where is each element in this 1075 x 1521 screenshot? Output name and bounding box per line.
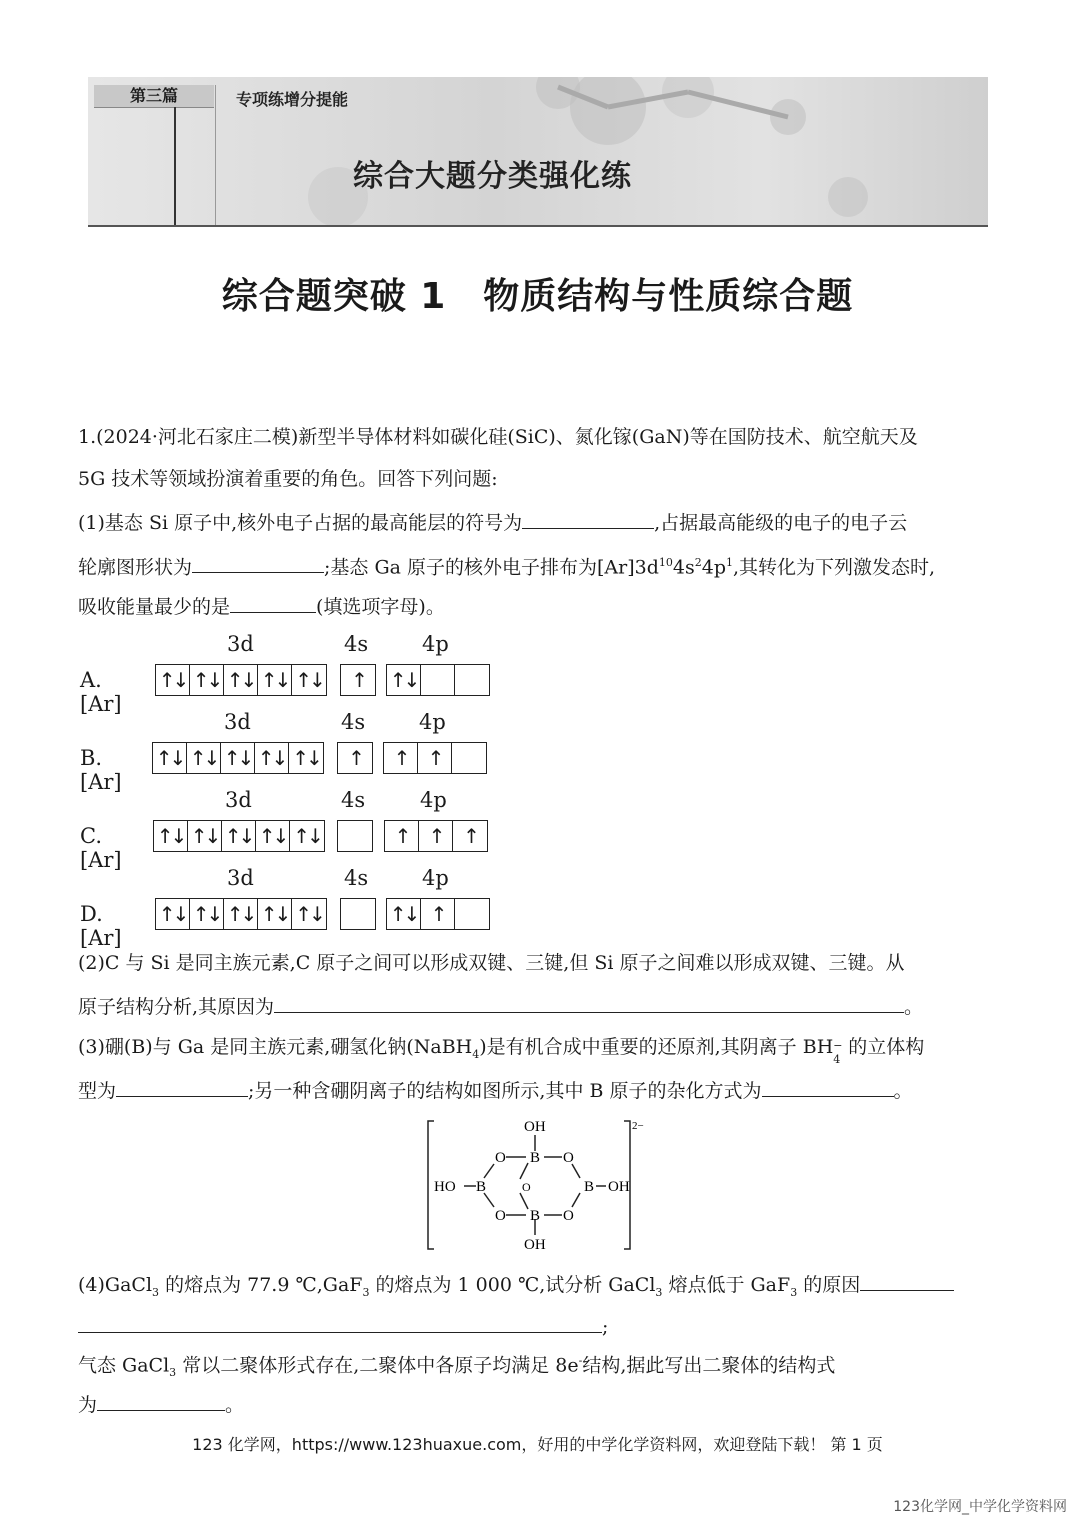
orbital-cell: ↑↓ — [387, 899, 421, 929]
oh-label: OH — [524, 1237, 546, 1253]
text: 气态 GaCl — [78, 1354, 170, 1377]
orbital-cell: ↑ — [421, 899, 455, 929]
orbital-cell: ↑↓ — [258, 899, 292, 929]
sub: 4 — [833, 1053, 841, 1066]
orbital-cell: ↑↓ — [295, 902, 323, 926]
orbital-cell: ↑↓ — [190, 899, 224, 929]
sub: 3 — [169, 1366, 177, 1380]
page-footer: 123 化学网，https://www.123huaxue.com，好用的中学化学资料网，欢迎登陆下载！ 第 1 页 — [192, 1435, 883, 1454]
orbital-box-3d — [152, 742, 324, 774]
q1-part1-line3 — [78, 592, 445, 620]
divider — [215, 85, 216, 225]
q4-line2 — [78, 1312, 608, 1340]
banner-subtitle: 专项练增分提能 — [236, 90, 349, 109]
orbital-cell: ↑ — [463, 824, 477, 848]
answer-blank[interactable] — [522, 508, 654, 529]
watermark: 123化学网_中学化学资料网 — [893, 1499, 1067, 1515]
orbital-cell: ↑ — [385, 821, 419, 851]
boron-label: B — [584, 1179, 595, 1195]
sup: 2 — [694, 556, 702, 569]
subshell-label: 3d — [227, 866, 254, 890]
text: 为 — [78, 1394, 98, 1416]
sub: 3 — [152, 1285, 160, 1299]
orbital-cell: ↑↓ — [156, 665, 190, 695]
orbital-cell: ↑↓ — [295, 668, 323, 692]
sub: 4 — [472, 1047, 480, 1061]
text: ;另一种含硼阴离子的结构如图所示,其中 B 原子的杂化方式为 — [248, 1080, 762, 1102]
orbital-cell: ↑↓ — [387, 665, 421, 695]
orbital-cell: ↑ — [348, 746, 362, 770]
oxygen-label: O — [563, 1208, 574, 1224]
sub: 3 — [655, 1285, 663, 1299]
orbital-box-4p — [383, 742, 487, 774]
text: 熔点低于 GaF — [662, 1274, 791, 1296]
sub: 3 — [362, 1285, 370, 1299]
answer-blank[interactable] — [860, 1270, 954, 1291]
text: ,占据最高能级的电子的电子云 — [654, 512, 908, 534]
answer-blank[interactable] — [762, 1076, 894, 1097]
header-banner — [88, 77, 988, 227]
orbital-cell: ↑ — [384, 743, 418, 773]
text: 的原因 — [797, 1274, 861, 1296]
text: 的熔点为 77.9 ℃,GaF — [159, 1274, 363, 1296]
orbital-cell: ↑ — [418, 743, 452, 773]
orbital-box-3d — [153, 820, 325, 852]
ho-label: HO — [434, 1179, 456, 1195]
q3-line2 — [78, 1076, 913, 1104]
ion-script — [833, 1039, 843, 1066]
text: 。 — [904, 996, 924, 1018]
option-label: A.[Ar] — [80, 668, 122, 716]
answer-blank[interactable] — [274, 992, 904, 1013]
oh-label: OH — [608, 1179, 630, 1195]
subshell-label: 4s — [344, 866, 369, 890]
answer-blank[interactable] — [230, 592, 316, 613]
orbital-cell: ↑↓ — [256, 821, 290, 851]
text: 4p — [701, 556, 726, 579]
orbital-cell: ↑↓ — [156, 899, 190, 929]
subshell-label: 3d — [225, 788, 252, 812]
orbital-cell: ↑↓ — [153, 743, 187, 773]
subshell-label: 3d — [227, 632, 254, 656]
oxygen-label: O — [522, 1180, 531, 1194]
orbital-cell: ↑↓ — [224, 899, 258, 929]
sup: − — [833, 1039, 843, 1052]
oxygen-label: O — [495, 1208, 506, 1224]
borate-structure-diagram — [420, 1115, 660, 1255]
orbital-cell: ↑ — [351, 668, 365, 692]
orbital-cell: ↑↓ — [224, 665, 258, 695]
text: 轮廓图形状为 — [78, 556, 193, 579]
text: 。 — [225, 1394, 245, 1416]
text: (4)GaCl — [78, 1274, 153, 1296]
text: (1)基态 Si 原子中,核外电子占据的最高能层的符号为 — [78, 512, 523, 534]
text: (填选项字母)。 — [316, 596, 445, 618]
orbital-cell — [421, 665, 455, 695]
orbital-cell: ↑↓ — [293, 824, 321, 848]
text: ;基态 Ga 原子的核外电子排布为[Ar]3d — [324, 556, 659, 579]
orbital-box-4p — [386, 898, 490, 930]
banner-title: 综合大题分类强化练 — [353, 159, 632, 194]
q4-line1 — [78, 1270, 954, 1306]
orbital-cell — [455, 899, 489, 929]
orbital-cell: ↑↓ — [292, 746, 320, 770]
answer-blank[interactable] — [78, 1312, 602, 1333]
charge-label: 2− — [632, 1120, 644, 1132]
q2-line2 — [78, 992, 923, 1020]
answer-blank[interactable] — [192, 552, 324, 573]
orbital-box-3d — [155, 664, 327, 696]
orbital-box-4s — [340, 664, 376, 696]
orbital-cell: ↑↓ — [258, 665, 292, 695]
q1-intro-line1: 1.(2024·河北石家庄二模)新型半导体材料如碳化硅(SiC)、氮化镓(GaN)等在国防技术、航空航天及 — [78, 426, 918, 448]
text: 。 — [893, 1080, 913, 1102]
orbital-box-4s — [340, 898, 376, 930]
orbital-cell — [338, 821, 372, 851]
orbital-cell: ↑↓ — [190, 665, 224, 695]
part-tag: 第三篇 — [94, 85, 214, 108]
q1-part1-line1 — [78, 508, 907, 536]
subshell-label: 4s — [344, 632, 369, 656]
text: )是有机合成中重要的还原剂,其阴离子 BH — [479, 1036, 834, 1058]
text: 吸收能量最少的是 — [78, 596, 231, 618]
q3-line1 — [78, 1034, 924, 1068]
oxygen-label: O — [563, 1150, 574, 1166]
text: ,其转化为下列激发态时, — [733, 556, 936, 579]
orbital-cell: ↑ — [419, 821, 453, 851]
q1-part1-line2 — [78, 550, 935, 580]
text: 结构,据此写出二聚体的结构式 — [582, 1354, 836, 1377]
orbital-cell: ↑↓ — [187, 743, 221, 773]
subshell-label: 4s — [341, 788, 366, 812]
text: 的立体构 — [842, 1036, 925, 1058]
subshell-label: 4p — [422, 866, 449, 890]
text: (3)硼(B)与 Ga 是同主族元素,硼氢化钠(NaBH — [78, 1036, 473, 1058]
oxygen-label: O — [495, 1150, 506, 1166]
q4-line3 — [78, 1348, 835, 1386]
orbital-cell: ↑↓ — [222, 821, 256, 851]
sup: 1 — [726, 556, 733, 569]
text: ; — [602, 1316, 609, 1338]
text: 4s — [672, 556, 695, 579]
orbital-cell — [452, 743, 486, 773]
subshell-label: 4s — [341, 710, 366, 734]
q2-line1: (2)C 与 Si 是同主族元素,C 原子之间可以形成双键、三键,但 Si 原子之间难以形成双键、三键。从 — [78, 952, 905, 974]
orbital-cell: ↑↓ — [221, 743, 255, 773]
orbital-box-4s — [337, 820, 373, 852]
option-label: D.[Ar] — [80, 902, 122, 950]
text: 原子结构分析,其原因为 — [78, 996, 275, 1018]
boron-label: B — [530, 1150, 541, 1166]
subshell-label: 3d — [224, 710, 251, 734]
option-label: B.[Ar] — [80, 746, 122, 794]
orbital-box-3d — [155, 898, 327, 930]
boron-label: B — [476, 1179, 487, 1195]
orbital-box-4p — [386, 664, 490, 696]
text: 的熔点为 1 000 ℃,试分析 GaCl — [369, 1274, 656, 1296]
orbital-cell: ↑↓ — [255, 743, 289, 773]
sup: 10 — [658, 556, 673, 569]
orbital-box-4p — [384, 820, 488, 852]
oh-label: OH — [524, 1119, 546, 1135]
boron-label: B — [530, 1208, 541, 1224]
text: 型为 — [78, 1080, 117, 1102]
text: 常以二聚体形式存在,二聚体中各原子均满足 8e — [176, 1354, 579, 1377]
subshell-label: 4p — [419, 710, 446, 734]
divider — [174, 107, 176, 225]
sub: 3 — [790, 1285, 798, 1299]
page-title: 综合题突破 1 物质结构与性质综合题 — [221, 276, 854, 317]
subshell-label: 4p — [422, 632, 449, 656]
orbital-cell: ↑↓ — [154, 821, 188, 851]
subshell-label: 4p — [420, 788, 447, 812]
answer-blank[interactable] — [97, 1390, 225, 1411]
q1-intro-line2: 5G 技术等领域扮演着重要的角色。回答下列问题: — [78, 468, 498, 490]
orbital-cell: ↑↓ — [188, 821, 222, 851]
answer-blank[interactable] — [116, 1076, 248, 1097]
q4-line4 — [78, 1390, 244, 1418]
orbital-cell — [341, 899, 375, 929]
orbital-box-4s — [337, 742, 373, 774]
sup: - — [578, 1354, 583, 1367]
option-label: C.[Ar] — [80, 824, 122, 872]
orbital-cell — [455, 665, 489, 695]
